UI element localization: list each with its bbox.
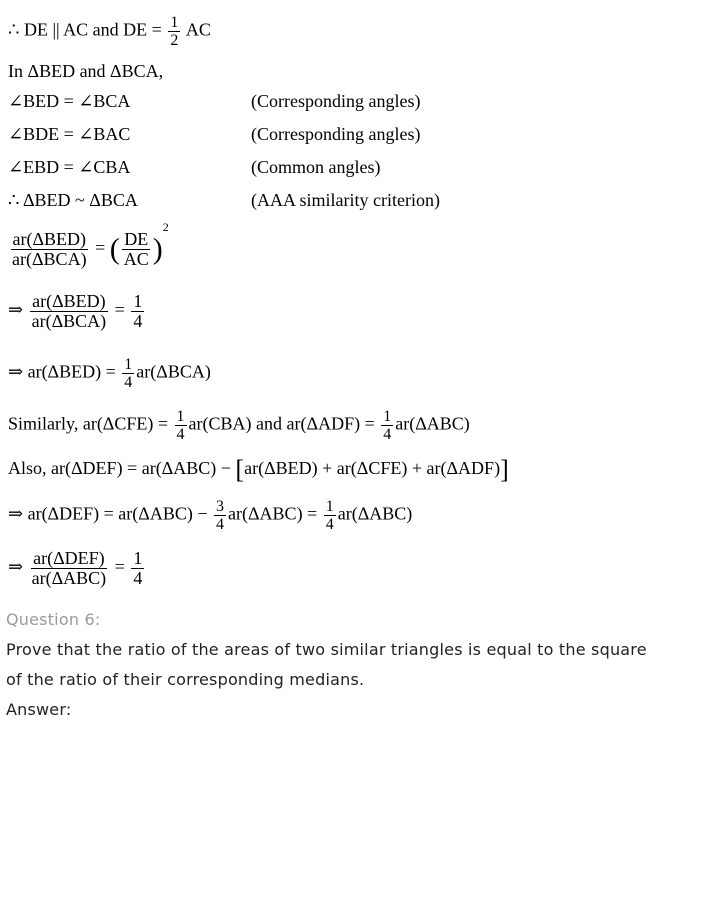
left-paren: (	[109, 232, 120, 266]
text: AC	[182, 19, 211, 40]
numerator: 1	[124, 356, 133, 373]
numerator: ar(ΔBED)	[12, 229, 87, 249]
numerator: 1	[133, 291, 143, 311]
denominator: 4	[133, 568, 143, 588]
text: ar(ΔABC) =	[228, 503, 322, 524]
numerator: 1	[383, 408, 392, 425]
math-line-6	[8, 189, 440, 211]
math-line-12	[8, 498, 412, 533]
fraction	[10, 230, 89, 269]
denominator: 4	[133, 311, 143, 331]
numerator: 3	[216, 498, 224, 515]
numerator: 1	[325, 498, 334, 515]
text: ar(ΔABC)	[395, 413, 470, 434]
denominator: ar(ΔBCA)	[12, 249, 87, 269]
numerator: 1	[176, 408, 185, 425]
math-line-7	[8, 220, 169, 269]
denominator: ar(ΔBCA)	[31, 311, 107, 331]
question-text-line-1: Prove that the ratio of the areas of two similar triangles is equal to the square	[6, 640, 647, 659]
denominator: AC	[123, 249, 149, 269]
math-line-13	[8, 549, 146, 588]
implies-arrow: ⇒	[8, 556, 28, 577]
reason: (Corresponding angles)	[251, 91, 421, 111]
numerator: ar(ΔBED)	[32, 291, 106, 311]
fraction	[131, 292, 144, 331]
denominator: 4	[216, 516, 224, 533]
right-bracket: ]	[500, 454, 509, 484]
denominator: 4	[124, 374, 133, 391]
fraction	[30, 292, 109, 331]
equation: ∠BDE = ∠BAC	[8, 124, 131, 144]
math-line-5	[8, 156, 381, 178]
math-line-3	[8, 90, 421, 112]
numerator: 1	[133, 548, 143, 568]
equals: =	[110, 556, 130, 577]
numerator: 1	[170, 14, 179, 31]
right-paren: )	[152, 232, 163, 266]
equals: =	[110, 299, 130, 320]
left-bracket: [	[235, 454, 245, 484]
denominator: ar(ΔABC)	[31, 568, 107, 588]
math-line-9	[8, 356, 211, 391]
math-line-8	[8, 292, 146, 331]
denominator: 4	[383, 426, 392, 443]
exponent: 2	[162, 220, 169, 234]
text: ar(ΔBED) + ar(ΔCFE) + ar(ΔADF)	[244, 458, 501, 478]
fraction	[381, 408, 393, 443]
fraction	[122, 230, 151, 269]
fraction	[131, 549, 144, 588]
fraction	[324, 498, 336, 533]
numerator: ar(ΔDEF)	[33, 548, 105, 568]
math-line-10	[8, 408, 470, 443]
question-text-line-2: of the ratio of their corresponding medians.	[6, 670, 365, 689]
reason: (AAA similarity criterion)	[251, 190, 440, 210]
equation: ∠EBD = ∠CBA	[8, 157, 131, 177]
fraction	[214, 498, 226, 533]
text: ⇒ ar(ΔBED) =	[8, 361, 121, 382]
denominator: 4	[176, 426, 185, 443]
text: ⇒ ar(ΔDEF) = ar(ΔABC) −	[8, 503, 212, 524]
math-line-4	[8, 123, 421, 145]
text: Also, ar(ΔDEF) = ar(ΔABC) −	[8, 458, 236, 478]
equation: ∴ ΔBED ~ ΔBCA	[8, 190, 138, 210]
text: ∴ DE || AC and DE =	[8, 19, 167, 40]
text: Similarly, ar(ΔCFE) =	[8, 413, 173, 434]
math-line-1	[8, 14, 211, 49]
fraction	[122, 356, 134, 391]
reason: (Corresponding angles)	[251, 124, 421, 144]
equation: ∠BED = ∠BCA	[8, 91, 131, 111]
fraction	[168, 14, 180, 49]
answer-label: Answer:	[6, 700, 72, 719]
denominator: 2	[170, 32, 179, 49]
implies-arrow: ⇒	[8, 299, 28, 320]
text: ar(CBA) and ar(ΔADF) =	[188, 413, 380, 434]
text: ar(ΔABC)	[337, 503, 413, 524]
reason: (Common angles)	[251, 157, 381, 177]
math-line-11	[8, 454, 509, 484]
fraction	[30, 549, 109, 588]
numerator: DE	[124, 229, 149, 249]
math-line-2: In ΔBED and ΔBCA,	[8, 61, 164, 81]
question-title: Question 6:	[6, 610, 101, 629]
equals: =	[90, 237, 110, 258]
denominator: 4	[325, 516, 334, 533]
text: ar(ΔBCA)	[136, 361, 211, 382]
fraction	[175, 408, 187, 443]
